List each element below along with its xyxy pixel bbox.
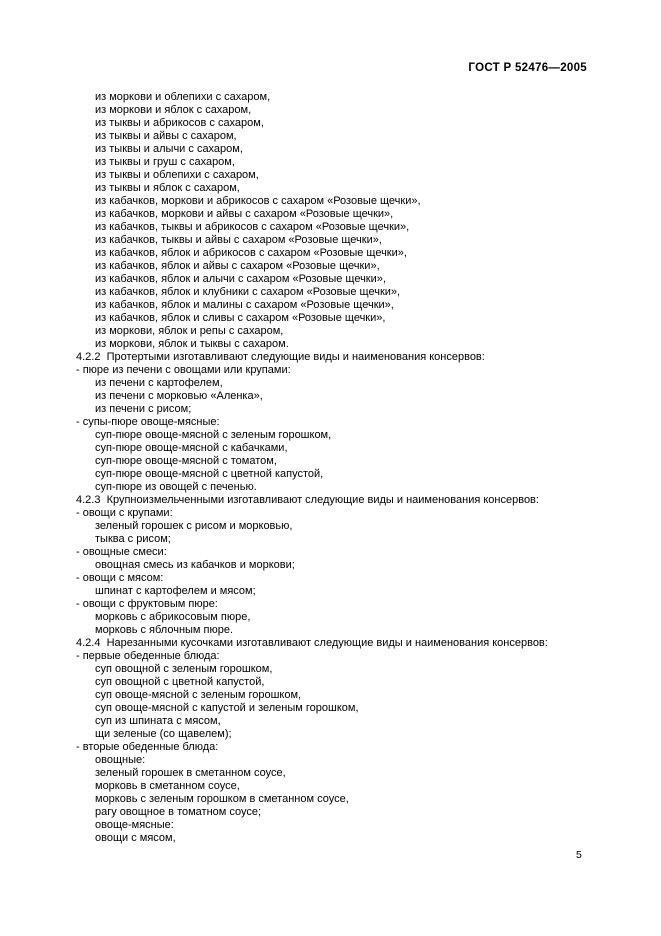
list-item: суп-пюре овоще-мясной с кабачками, bbox=[95, 442, 288, 454]
section-heading: 4.2.2 Протертыми изготавливают следующие виды и наименования консервов: bbox=[76, 351, 485, 363]
group-label: - вторые обеденные блюда: bbox=[76, 741, 219, 753]
group-label: - овощные смеси: bbox=[76, 546, 167, 558]
list-item: рагу овощное в томатном соусе; bbox=[95, 806, 262, 818]
list-item: суп овоще-мясной с зеленым горошком, bbox=[95, 689, 302, 701]
list-item: из кабачков, яблок и клубники с сахаром «Розовые щечки», bbox=[95, 286, 401, 298]
group-label: - овощи с крупами: bbox=[76, 507, 173, 519]
section-heading: 4.2.3 Крупноизмельченными изготавливают следующие виды и наименования консервов: bbox=[76, 494, 539, 506]
list-item: суп овоще-мясной с капустой и зеленым горошком, bbox=[95, 702, 359, 714]
list-item: морковь с абрикосовым пюре, bbox=[95, 611, 251, 623]
page-number: 5 bbox=[576, 849, 582, 861]
list-item: овощная смесь из кабачков и моркови; bbox=[95, 559, 295, 571]
list-item: из моркови и облепихи с сахаром, bbox=[95, 91, 271, 103]
list-item: из печени с морковью «Аленка», bbox=[95, 390, 263, 402]
list-item: из моркови и яблок с сахаром, bbox=[95, 104, 252, 116]
document-body bbox=[76, 91, 621, 845]
list-item: из кабачков, яблок и айвы с сахаром «Розовые щечки», bbox=[95, 260, 380, 272]
list-item: овощные: bbox=[95, 754, 146, 766]
list-item: суп овощной с цветной капустой, bbox=[95, 676, 265, 688]
list-item: суп-пюре овоще-мясной с цветной капустой, bbox=[95, 468, 324, 480]
list-item: из кабачков, тыквы и абрикосов с сахаром «Розовые щечки», bbox=[95, 221, 410, 233]
list-item: тыква с рисом; bbox=[95, 533, 171, 545]
list-item: суп-пюре овоще-мясной с зеленым горошком, bbox=[95, 429, 332, 441]
group-label: - супы-пюре овоще-мясные: bbox=[76, 416, 220, 428]
list-item: зеленый горошек в сметанном соусе, bbox=[95, 767, 286, 779]
list-item: суп овощной с зеленым горошком, bbox=[95, 663, 273, 675]
list-item: из кабачков, моркови и абрикосов с сахаром «Розовые щечки», bbox=[95, 195, 421, 207]
list-item: из моркови, яблок и репы с сахаром, bbox=[95, 325, 284, 337]
list-item: суп-пюре овоще-мясной с томатом, bbox=[95, 455, 277, 467]
list-item: зеленый горошек с рисом и морковью, bbox=[95, 520, 293, 532]
list-item: из тыквы и яблок с сахаром, bbox=[95, 182, 240, 194]
section-heading: 4.2.4 Нарезанными кусочками изготавливают следующие виды и наименования консервов: bbox=[76, 637, 548, 649]
list-item: из печени с картофелем, bbox=[95, 377, 223, 389]
list-item: из кабачков, яблок и сливы с сахаром «Розовые щечки», bbox=[95, 312, 386, 324]
list-item: из тыквы и абрикосов с сахаром, bbox=[95, 117, 264, 129]
list-item: из кабачков, моркови и айвы с сахаром «Розовые щечки», bbox=[95, 208, 394, 220]
list-item: из моркови, яблок и тыквы с сахаром. bbox=[95, 338, 289, 350]
group-label: - овощи с фруктовым пюре: bbox=[76, 598, 218, 610]
list-item: шпинат с картофелем и мясом; bbox=[95, 585, 256, 597]
list-item: из печени с рисом; bbox=[95, 403, 192, 415]
list-item: суп из шпината с мясом, bbox=[95, 715, 221, 727]
list-item: щи зеленые (со щавелем); bbox=[95, 728, 232, 740]
list-item: морковь с зеленым горошком в сметанном соусе, bbox=[95, 793, 349, 805]
list-item: из тыквы и алычи с сахаром, bbox=[95, 143, 243, 155]
list-item: из кабачков, яблок и абрикосов с сахаром «Розовые щечки», bbox=[95, 247, 407, 259]
group-label: - овощи с мясом: bbox=[76, 572, 164, 584]
list-item: суп-пюре из овощей с печенью. bbox=[95, 481, 257, 493]
list-item: овоще-мясные: bbox=[95, 819, 174, 831]
list-item: из тыквы и айвы с сахаром, bbox=[95, 130, 237, 142]
list-item: из кабачков, яблок и малины с сахаром «Розовые щечки», bbox=[95, 299, 394, 311]
group-label: - пюре из печени с овощами или крупами: bbox=[76, 364, 291, 376]
list-item: из тыквы и облепихи с сахаром, bbox=[95, 169, 259, 181]
group-label: - первые обеденные блюда: bbox=[76, 650, 220, 662]
list-item: морковь с яблочным пюре. bbox=[95, 624, 234, 636]
list-item: из кабачков, яблок и алычи с сахаром «Розовые щечки», bbox=[95, 273, 386, 285]
list-item: из кабачков, тыквы и айвы с сахаром «Розовые щечки», bbox=[95, 234, 382, 246]
list-item: овощи с мясом, bbox=[95, 832, 176, 844]
document-code: ГОСТ Р 52476—2005 bbox=[468, 62, 587, 74]
list-item: из тыквы и груш с сахаром, bbox=[95, 156, 235, 168]
list-item: морковь в сметанном соусе, bbox=[95, 780, 240, 792]
